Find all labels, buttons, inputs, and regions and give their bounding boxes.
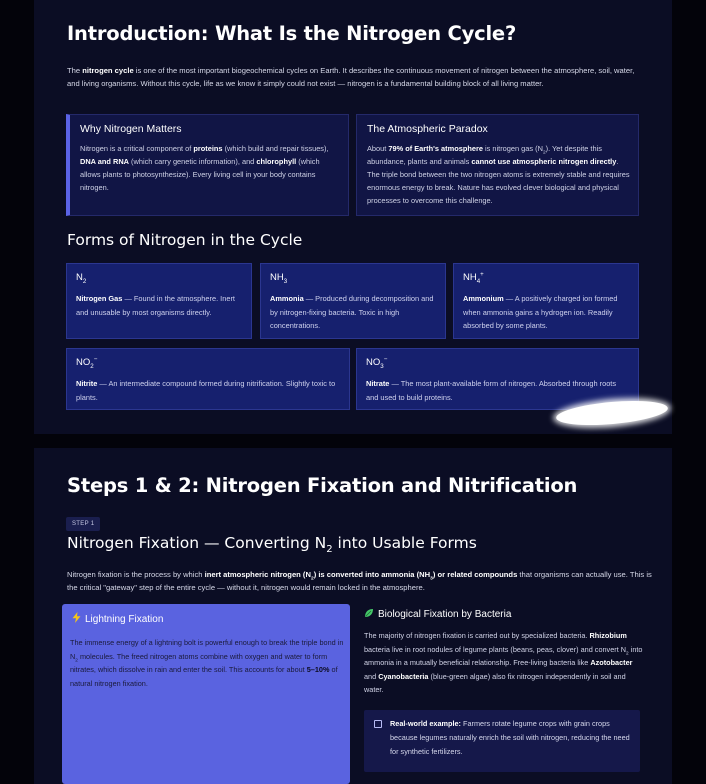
- biological-fixation: [364, 608, 644, 697]
- lightning-fixation-text: The immense energy of a lightning bolt is powerful enough to break the triple bond in $N_2$ molecules. The freed nitrogen atoms combine with oxygen and water to form nitrates, which dissolve in rain and enter the soil. This accounts for about 5–10% of natural nitrogen fixation.: [70, 638, 344, 688]
- note-icon: [374, 720, 382, 728]
- form-symbol: $NH_4^+$: [463, 270, 484, 285]
- form-description: Nitrite — An intermediate compound formed during nitrification. Slightly toxic to plants.: [76, 379, 336, 402]
- steps-section: [34, 448, 672, 784]
- form-description: Ammonium — A positively charged ion formed when ammonia gains a hydrogen ion. Readily absorbed by some plants.: [463, 294, 618, 330]
- form-card-n2: [66, 263, 252, 339]
- form-description: Nitrogen Gas — Found in the atmosphere. Inert and unusable by most organisms directly.: [76, 294, 235, 317]
- real-world-example-text: Real-world example: Farmers rotate legume crops with grain crops because legumes naturally enrich the soil with nitrogen, reducing the need for synthetic fertilizers.: [390, 719, 630, 756]
- lightning-fixation-card: [62, 604, 350, 784]
- step-badge: STEP 1: [66, 517, 100, 531]
- card-why-nitrogen-text: Nitrogen is a critical component of proteins (which build and repair tissues), DNA and RNA (which carry genetic information), and chlorophyll (which allows plants to photosynthesize). Every living cell in your body contains nitrogen.: [80, 144, 329, 192]
- steps-title: Steps 1 & 2: Nitrogen Fixation and Nitrification: [67, 474, 578, 497]
- card-atmospheric-paradox-title: The Atmospheric Paradox: [367, 123, 488, 135]
- form-card-no3: [356, 348, 639, 410]
- form-card-no2: [66, 348, 350, 410]
- biological-fixation-text: The majority of nitrogen fixation is carried out by specialized bacteria. Rhizobium bacteria live in root nodules of legume plants (beans, peas, clover) and convert $N_2$ into ammonia in a mutually beneficial relationship. Free-living bacteria like Azotobacter and Cyanobacteria (blue-green algae) also fix nitrogen independently in soil and water.: [364, 631, 643, 694]
- card-atmospheric-paradox: [356, 114, 639, 216]
- form-symbol: $N_2$: [76, 272, 87, 285]
- forms-title: Forms of Nitrogen in the Cycle: [67, 231, 303, 249]
- intro-section: [34, 0, 672, 434]
- intro-paragraph: The nitrogen cycle is one of the most important biogeochemical cycles on Earth. It describes the continuous movement of nitrogen between the atmosphere, soil, water, and living organisms. Without this cycle, life as we know it simply could not exist — nitrogen is a fundamental building block of all living matter.: [67, 66, 635, 88]
- card-atmospheric-paradox-text: About 79% of Earth's atmosphere is nitrogen gas $(N_2)$. Yet despite this abundance, plants and animals cannot use atmospheric nitrogen directly. The triple bond between the two nitrogen atoms is extremely stable and requires enormous energy to break. Nature has evolved clever biological and physical processes to overcome this challenge.: [367, 144, 630, 205]
- card-why-nitrogen: [66, 114, 349, 216]
- real-world-example-note: [364, 710, 640, 772]
- form-card-nh3: [260, 263, 446, 339]
- form-symbol: $NH_3$: [270, 272, 288, 285]
- form-symbol: $NO_2^-$: [76, 355, 98, 370]
- biological-fixation-title: Biological Fixation by Bacteria: [364, 608, 644, 620]
- step-subtitle: Nitrogen Fixation — Converting $N_2$ into Usable Forms: [67, 534, 477, 556]
- leaf-icon: [364, 608, 374, 618]
- lightning-icon: [72, 612, 81, 623]
- card-why-nitrogen-title: Why Nitrogen Matters: [80, 123, 182, 135]
- step-paragraph: Nitrogen fixation is the process by which inert atmospheric nitrogen $(N_2)$ is converted into ammonia $(NH_3)$ or related compounds that organisms can actually use. This is the critical "gateway" step of the entire cycle — without it, nitrogen would remain locked in the atmosphere.: [67, 570, 652, 592]
- form-card-nh4: [453, 263, 639, 339]
- form-description: Nitrate — The most plant-available form of nitrogen. Absorbed through roots and used to build proteins.: [366, 379, 617, 402]
- form-symbol: $NO_3^-$: [366, 355, 388, 370]
- lightning-fixation-title: Lightning Fixation: [72, 612, 163, 625]
- form-description: Ammonia — Produced during decomposition and by nitrogen-fixing bacteria. Toxic in high concentrations.: [270, 294, 434, 330]
- intro-title: Introduction: What Is the Nitrogen Cycle?: [67, 22, 517, 45]
